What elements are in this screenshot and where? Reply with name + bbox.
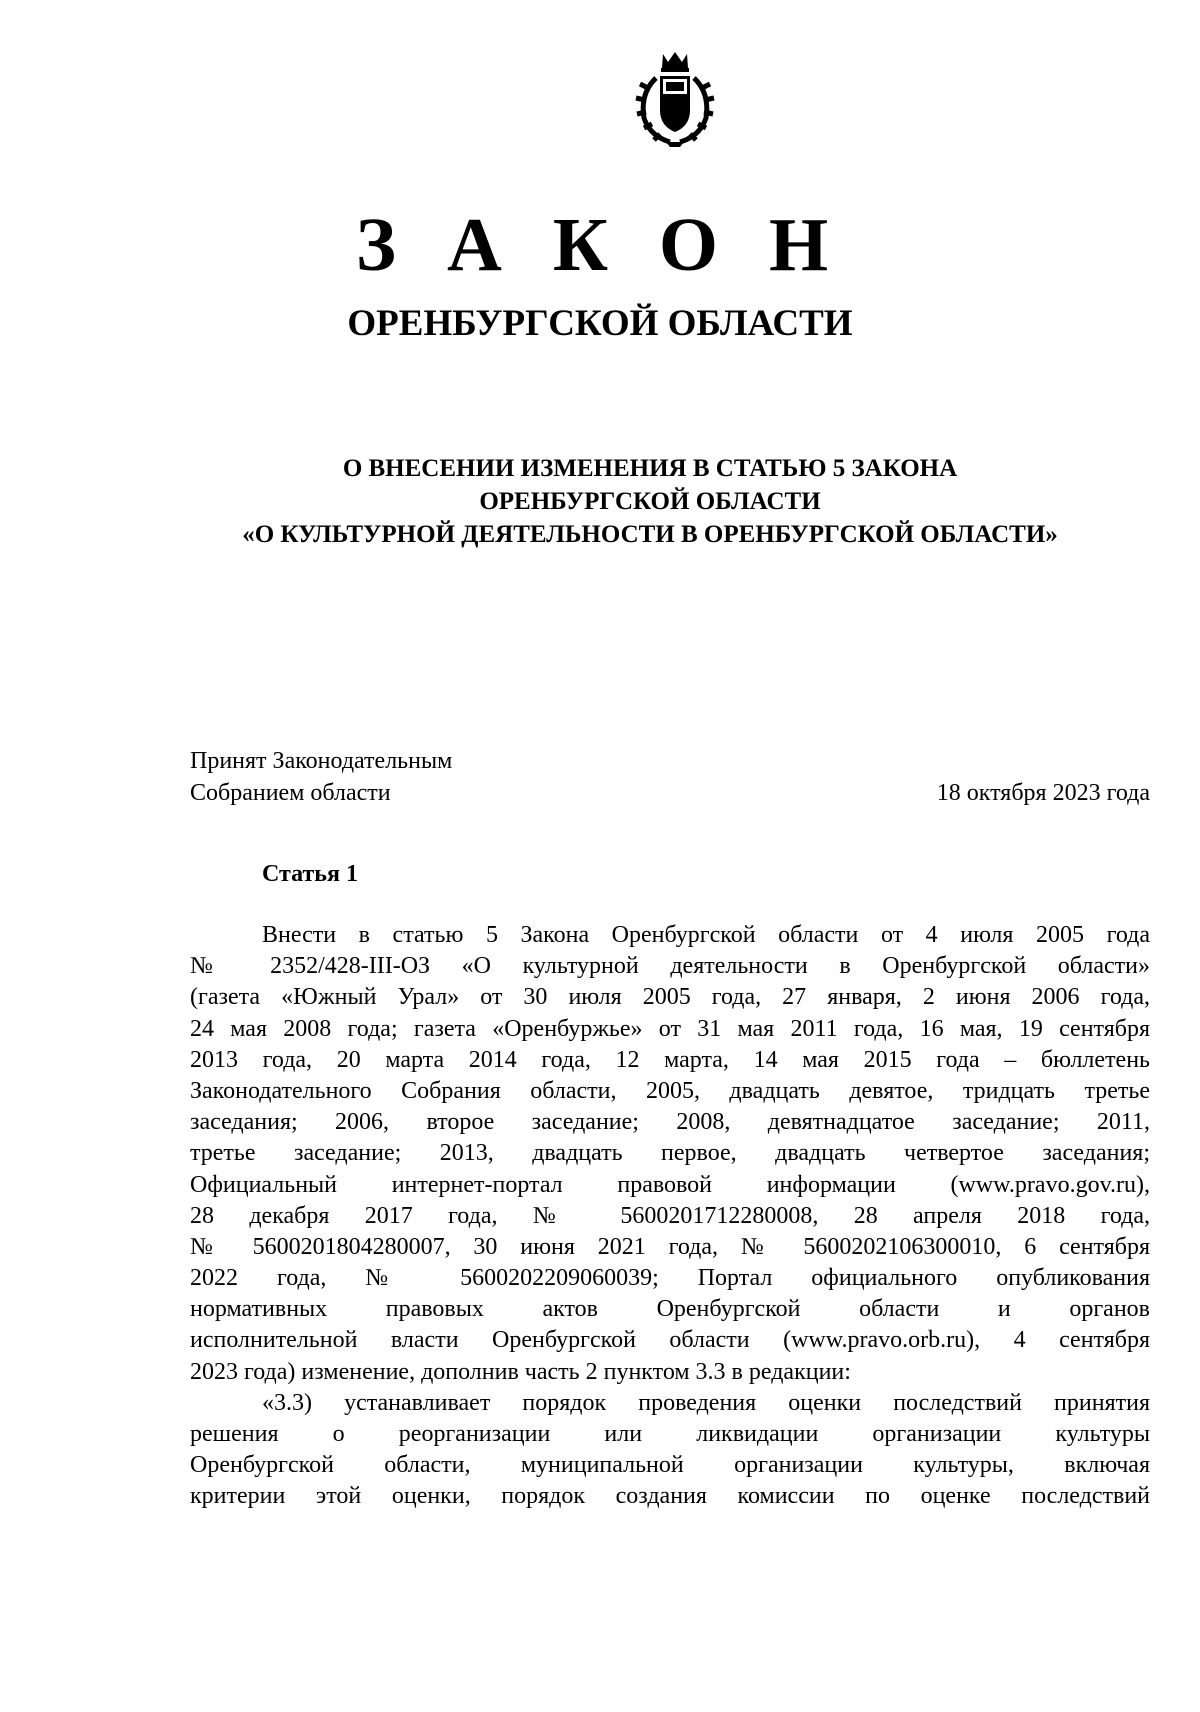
body-line: решения о реорганизации или ликвидации организации культуры: [190, 1421, 1150, 1447]
body-line: исполнительной власти Оренбургской области (www.pravo.orb.ru), 4 сентября: [190, 1327, 1150, 1354]
body-line: 2023 года) изменение, дополнив часть 2 пунктом 3.3 в редакции:: [190, 1358, 851, 1385]
body-line: 24 мая 2008 года; газета «Оренбуржье» от 31 мая 2011 года, 16 мая, 19 сентября: [190, 1015, 1150, 1042]
body-line: Официальный интернет-портал правовой информации (www.pravo.gov.ru),: [190, 1171, 1150, 1198]
body-line: № 5600201804280007, 30 июня 2021 года, № 5600202106300010, 6 сентября: [190, 1233, 1150, 1260]
body-line: третье заседание; 2013, двадцать первое, двадцать четвертое заседания;: [190, 1140, 1150, 1167]
adoption-line: Принят Законодательным: [190, 748, 453, 774]
adoption-statement: [190, 745, 452, 809]
coat-of-arms-emblem: [630, 48, 720, 148]
body-line: Внести в статью 5 Закона Оренбургской области от 4 июля 2005 года: [262, 922, 1150, 948]
body-line: Законодательного Собрания области, 2005, двадцать девятое, тридцать третье: [190, 1077, 1150, 1104]
body-line: Оренбургской области, муниципальной организации культуры, включая: [190, 1452, 1150, 1479]
body-line: «3.3) устанавливает порядок проведения оценки последствий принятия: [262, 1389, 1150, 1416]
adoption-line: Собранием области: [190, 780, 391, 806]
body-line: 2022 года, № 5600202209060039; Портал официального опубликования: [190, 1265, 1150, 1292]
subject-line: О ВНЕСЕНИИ ИЗМЕНЕНИЯ В СТАТЬЮ 5 ЗАКОНА: [342, 455, 958, 482]
body-line: заседания; 2006, второе заседание; 2008, девятнадцатое заседание; 2011,: [190, 1109, 1150, 1136]
article-body: [190, 920, 1150, 1513]
body-line: критерии этой оценки, порядок создания комиссии по оценке последствий: [190, 1483, 1150, 1510]
subject-line: ОРЕНБУРГСКОЙ ОБЛАСТИ: [479, 488, 821, 515]
body-line: 28 декабря 2017 года, № 5600201712280008, 28 апреля 2018 года,: [190, 1202, 1150, 1229]
subject-line: «О КУЛЬТУРНОЙ ДЕЯТЕЛЬНОСТИ В ОРЕНБУРГСКОЙ ОБЛАСТИ»: [242, 521, 1058, 548]
body-line: нормативных правовых актов Оренбургской области и органов: [190, 1296, 1150, 1323]
adoption-date: 18 октября 2023 года: [936, 780, 1150, 806]
article-title: Статья 1: [262, 861, 358, 887]
body-line: (газета «Южный Урал» от 30 июля 2005 года, 27 января, 2 июня 2006 года,: [190, 984, 1150, 1011]
law-subject-heading: [150, 452, 1150, 551]
body-line: № 2352/428-III-ОЗ «О культурной деятельности в Оренбургской области»: [190, 953, 1150, 980]
region-title: ОРЕНБУРГСКОЙ ОБЛАСТИ: [347, 303, 853, 344]
document-type-title: З А К О Н: [355, 203, 845, 287]
body-line: 2013 года, 20 марта 2014 года, 12 марта, 14 мая 2015 года – бюллетень: [190, 1046, 1150, 1073]
